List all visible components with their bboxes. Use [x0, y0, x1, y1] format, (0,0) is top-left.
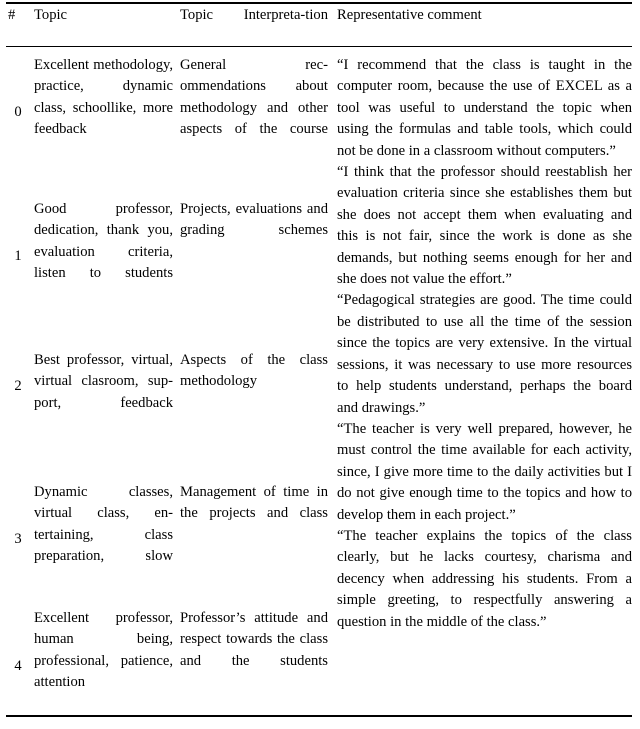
row-number: 0 [14, 104, 22, 120]
row-number: 3 [14, 531, 22, 547]
column-header-interpretation [180, 6, 328, 26]
cell-topic: Best professor, virtual, virtual clasroom, support, feedback [34, 352, 173, 411]
cell-topic-interpretation: Aspects of the class methodology [180, 352, 328, 390]
cell-representative-comment: “The teacher explains the topics of the class clearly, but he lacks courtesy, charisma and decency when addressing his students. From a simple greeting, to respectfully answering a question in the middle of the class.” [337, 527, 632, 630]
column-header-interpretation-line1: Topic Interpreta- [180, 7, 306, 23]
cell-representative-comment: “I recommend that the class is taught in the computer room, because the use of EXCEL as a tool was useful to understand the topic when using the formulas and table tools, which could not be done in a classroom without computers.” [337, 57, 632, 159]
table-header-rule [6, 46, 632, 47]
cell-topic-interpretation: General recommendations about methodology and other aspects of the course [180, 57, 328, 138]
cell-representative-comment: “Pedagogical strategies are good. The time could be distributed to use all the time of the session since the topics are very extensive. In the virtual sessions, it was necessary to use more resources to help students understand, perhaps the board and drawings.” [337, 292, 632, 416]
cell-topic-interpretation: Management of time in the projects and class [180, 484, 328, 522]
table-bottom-rule [6, 715, 632, 717]
column-header-interpretation-line2: tion [305, 7, 328, 23]
column-header-comment: Representative comment [337, 7, 482, 23]
cell-topic: Excellent professor, human being, professional, patience, attention [34, 610, 173, 691]
cell-topic-interpretation: Professor’s attitude and respect towards the class and the students [180, 610, 328, 669]
cell-topic: Dynamic classes, virtual class, entertaining, class preparation, slow [34, 484, 173, 565]
column-header-topic: Topic [34, 7, 68, 23]
cell-representative-comment: “I think that the professor should reestablish her evaluation criteria since she establishes them but she does not accept them when evaluating and this is not fair, since the work is done as she demands, but nothing seems enough for her and she does not value the effort.” [337, 164, 632, 288]
row-number: 1 [14, 248, 22, 264]
column-header-number: # [8, 7, 16, 23]
table-header-row [0, 6, 640, 46]
table-top-rule [6, 2, 632, 4]
cell-topic: Good professor, dedication, thank you, evaluation criteria, listen to students [34, 201, 173, 282]
cell-topic-interpretation: Projects, evaluations and grading schemes [180, 201, 328, 239]
row-number: 4 [14, 658, 22, 674]
cell-representative-comment: “The teacher is very well prepared, however, he must control the time available for each activity, since, I give more time to the daily activities but I do not give enough time to the topics and how to develop them in each project.” [337, 420, 632, 523]
cell-topic: Excellent methodology, practice, dynamic class, schoollike, more feedback [34, 57, 173, 138]
representative-comment-column [337, 55, 632, 633]
row-number: 2 [14, 378, 22, 394]
